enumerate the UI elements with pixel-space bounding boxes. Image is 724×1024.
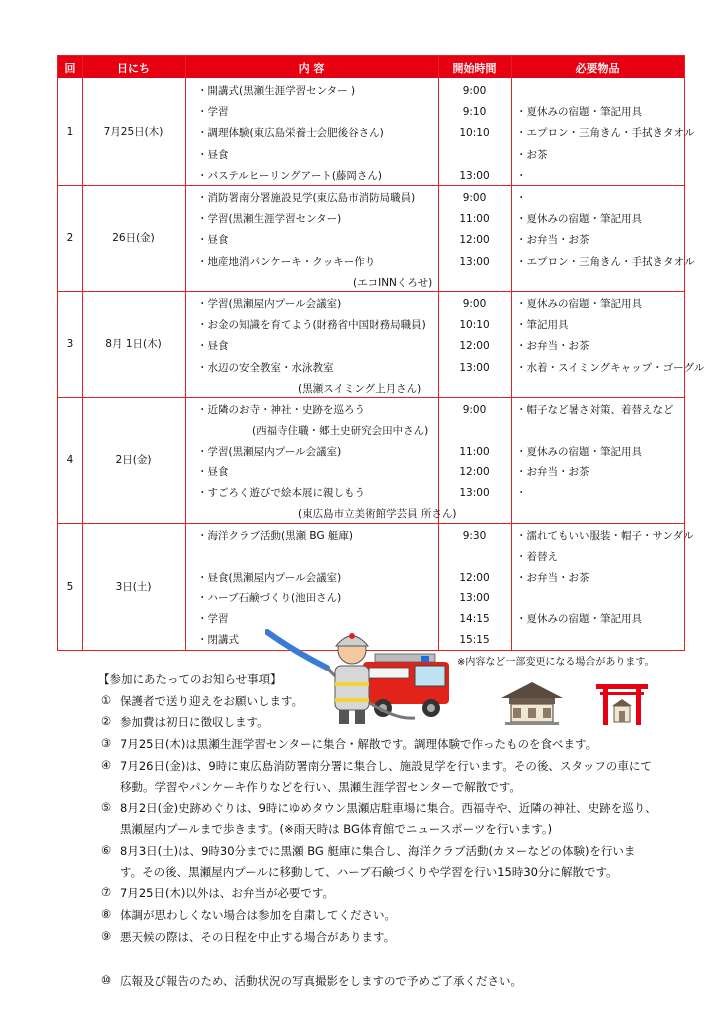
supply-item: ・水着・スイミングキャップ・ゴーグル bbox=[516, 361, 705, 374]
notice-number: ⑧ bbox=[100, 907, 112, 921]
notice-number: ③ bbox=[100, 736, 112, 750]
content-item: ・消防署南分署施設見学(東広島市消防局職員) bbox=[197, 192, 416, 204]
supply-item: ・夏休みの宿題・筆記用具 bbox=[516, 298, 642, 310]
content-item: ・ハーブ石鹸づくり(池田さん) bbox=[197, 592, 342, 605]
supply-item: ・お弁当・お茶 bbox=[516, 466, 590, 479]
supply-item: ・エプロン・三角きん・手拭きタオル bbox=[516, 255, 695, 268]
firefighter-fire-truck-illustration bbox=[265, 622, 451, 726]
content-item: (エコINNくろせ) bbox=[353, 276, 433, 289]
content-item: ・学習(黒瀬屋内プール会議室) bbox=[197, 445, 342, 458]
notice-text: 黒瀬屋内プールまで歩きます。(※雨天時は BG体育館でニュースポーツを行います。) bbox=[120, 822, 553, 836]
supply-item: ・ bbox=[516, 192, 527, 204]
content-item: (西福寺住職・郷土史研究会田中さん) bbox=[252, 424, 429, 437]
notice-text: 参加費は初日に徴収します。 bbox=[120, 715, 269, 729]
notice-text: 広報及び報告のため、活動状況の写真撮影をしますので予めご了承ください。 bbox=[120, 974, 523, 988]
content-item: ・お金の知識を育てよう(財務省中国財務局職員) bbox=[197, 319, 426, 332]
supply-item: ・帽子など暑さ対策、着替えなど bbox=[516, 404, 674, 416]
supply-item: ・夏休みの宿題・筆記用具 bbox=[516, 613, 642, 626]
start-time: 9:00 bbox=[462, 298, 487, 310]
start-time: 10:10 bbox=[459, 319, 490, 332]
content-item: ・昼食 bbox=[197, 148, 229, 161]
temple-icon bbox=[499, 680, 565, 726]
supply-item: ・筆記用具 bbox=[516, 319, 569, 332]
content-item: ・地産地消パンケーキ・クッキー作り bbox=[197, 255, 376, 268]
notice-number: ② bbox=[100, 714, 112, 728]
supply-item: ・夏休みの宿題・筆記用具 bbox=[516, 106, 642, 119]
content-item: ・昼食(黒瀬屋内プール会議室) bbox=[197, 571, 342, 584]
row-date: 7月25日(木) bbox=[103, 125, 164, 138]
content-item: ・昼食 bbox=[197, 234, 229, 247]
notice-number: ⑤ bbox=[100, 800, 112, 814]
supply-item: ・エプロン・三角きん・手拭きタオル bbox=[516, 127, 695, 140]
supply-item: ・お弁当・お茶 bbox=[516, 340, 590, 353]
notice-text: 悪天候の際は、その日程を中止する場合があります。 bbox=[120, 930, 396, 944]
start-time: 9:10 bbox=[462, 106, 487, 119]
row-number: 3 bbox=[66, 338, 74, 350]
notice-number: ⑨ bbox=[100, 929, 112, 943]
start-time: 13:00 bbox=[459, 169, 490, 182]
content-item: (東広島市立美術館学芸員 所さん) bbox=[298, 508, 457, 520]
schedule-table bbox=[57, 55, 705, 651]
column-divider bbox=[82, 56, 83, 650]
row-number: 4 bbox=[66, 454, 74, 466]
supply-item: ・夏休みの宿題・筆記用具 bbox=[516, 213, 642, 226]
supply-item: ・お茶 bbox=[516, 148, 548, 161]
content-item: ・すごろく遊びで絵本展に親しもう bbox=[197, 487, 365, 500]
start-time: 12:00 bbox=[459, 340, 490, 353]
row-divider bbox=[58, 523, 684, 524]
content-item: ・水辺の安全教室・水泳教室 bbox=[197, 361, 334, 374]
torii-shrine-icon bbox=[594, 680, 650, 726]
notice-text: す。その後、黒瀬屋内プールに移動して、ハーブ石鹸づくりや学習を行い15時30分に解散です。 bbox=[120, 865, 618, 879]
content-item: ・近隣のお寺・神社・史跡を巡ろう bbox=[197, 404, 365, 416]
notice-text: 移動。学習やパンケーキ作りなどを行い、黒瀬生涯学習センターで解散です。 bbox=[120, 780, 521, 794]
column-divider bbox=[185, 56, 186, 650]
row-divider bbox=[58, 291, 684, 292]
row-date: 26日(金) bbox=[112, 232, 155, 244]
header-number: 回 bbox=[64, 62, 76, 75]
notice-text: 保護者で送り迎えをお願いします。 bbox=[120, 694, 304, 708]
column-divider bbox=[438, 56, 439, 650]
notice-number: ① bbox=[100, 693, 112, 707]
notice-text: 7月25日(木)は黒瀬生涯学習センターに集合・解散です。調理体験で作ったものを食べます。 bbox=[120, 737, 598, 751]
row-date: 8月 1日(木) bbox=[105, 338, 162, 350]
content-item: ・閉講式 bbox=[197, 634, 239, 646]
supply-item: ・ bbox=[516, 169, 527, 182]
notice-number: ⑥ bbox=[100, 843, 112, 857]
content-item: (黒瀬スイミング上月さん) bbox=[298, 382, 422, 395]
supply-item: ・着替え bbox=[516, 550, 558, 563]
notice-text: 体調が思わしくない場合は参加を自粛してください。 bbox=[120, 908, 396, 922]
row-number: 2 bbox=[66, 232, 74, 244]
header-supplies: 必要物品 bbox=[575, 62, 620, 75]
content-item: ・昼食 bbox=[197, 466, 229, 479]
supply-item: ・夏休みの宿題・筆記用具 bbox=[516, 445, 642, 458]
notice-number: ④ bbox=[100, 758, 112, 772]
start-time: 9:00 bbox=[462, 404, 487, 416]
notice-text: 8月2日(金)史跡めぐりは、9時にゆめタウン黒瀬店駐車場に集合。西福寺や、近隣の神社、史跡を巡り、 bbox=[120, 801, 657, 815]
start-time: 13:00 bbox=[459, 361, 490, 374]
notice-text: 7月25日(木)以外は、お弁当が必要です。 bbox=[120, 886, 335, 900]
header-start-time: 開始時間 bbox=[452, 62, 497, 75]
supply-item: ・濡れてもいい服装・帽子・サンダル bbox=[516, 530, 694, 542]
column-divider bbox=[511, 56, 512, 650]
content-item: ・パステルヒーリングアート(藤岡さん) bbox=[197, 169, 383, 182]
row-divider bbox=[58, 185, 684, 186]
start-time: 14:15 bbox=[459, 613, 490, 626]
start-time: 9:30 bbox=[462, 530, 487, 542]
header-content: 内 容 bbox=[298, 62, 325, 75]
content-item: ・学習(黒瀬屋内プール会議室) bbox=[197, 298, 342, 310]
start-time: 9:00 bbox=[462, 192, 487, 204]
notice-number: ⑦ bbox=[100, 885, 112, 899]
row-date: 2日(金) bbox=[115, 454, 152, 466]
start-time: 10:10 bbox=[459, 127, 490, 140]
content-item: ・開講式(黒瀬生涯学習センター ) bbox=[197, 85, 356, 97]
change-remark: ※内容など一部変更になる場合があります。 bbox=[457, 657, 655, 668]
start-time: 13:00 bbox=[459, 487, 490, 500]
content-item: ・海洋クラブ活動(黒瀬 BG 艇庫) bbox=[197, 530, 354, 542]
notice-text: 7月26日(金)は、9時に東広島消防署南分署に集合し、施設見学を行います。その後、スタッフの車にて bbox=[120, 759, 652, 773]
content-item: ・学習 bbox=[197, 613, 229, 626]
notice-text: 8月3日(土)は、9時30分までに黒瀬 BG 艇庫に集合し、海洋クラブ活動(カヌーなどの体験)を行いま bbox=[120, 844, 636, 858]
start-time: 13:00 bbox=[459, 255, 490, 268]
start-time: 12:00 bbox=[459, 571, 490, 584]
content-item: ・学習(黒瀬生涯学習センター) bbox=[197, 213, 342, 226]
start-time: 11:00 bbox=[459, 445, 490, 458]
row-date: 3日(土) bbox=[115, 580, 152, 593]
start-time: 15:15 bbox=[459, 634, 490, 646]
start-time: 12:00 bbox=[459, 234, 490, 247]
start-time: 13:00 bbox=[459, 592, 490, 605]
notice-number: ⑩ bbox=[100, 973, 112, 987]
supply-item: ・お弁当・お茶 bbox=[516, 571, 590, 584]
start-time: 12:00 bbox=[459, 466, 490, 479]
content-item: ・調理体験(東広島栄養士会肥後谷さん) bbox=[197, 127, 384, 140]
content-item: ・学習 bbox=[197, 106, 229, 119]
row-number: 1 bbox=[66, 125, 74, 138]
row-divider bbox=[58, 397, 684, 398]
supply-item: ・ bbox=[516, 487, 527, 500]
start-time: 11:00 bbox=[459, 213, 490, 226]
header-date: 日にち bbox=[117, 62, 150, 75]
notes-title: 【参加にあたってのお知らせ事項】 bbox=[98, 672, 282, 686]
table-header bbox=[58, 56, 684, 78]
row-number: 5 bbox=[66, 580, 74, 593]
content-item: ・昼食 bbox=[197, 340, 229, 353]
supply-item: ・お弁当・お茶 bbox=[516, 234, 590, 247]
start-time: 9:00 bbox=[462, 85, 487, 97]
